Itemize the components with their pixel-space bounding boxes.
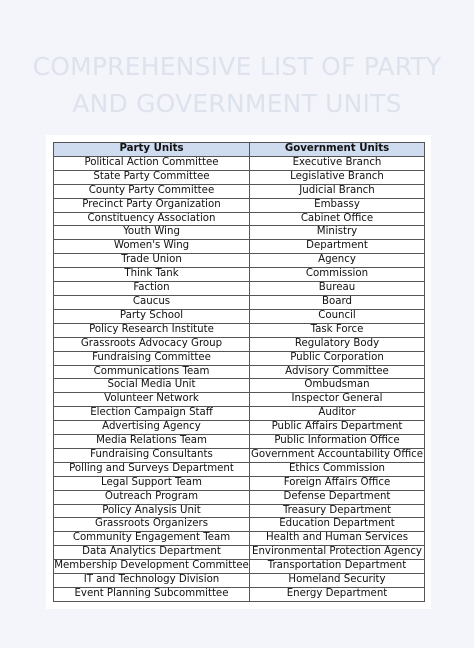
party-unit-cell: Policy Research Institute: [54, 323, 250, 337]
government-unit-cell: Transportation Department: [250, 560, 425, 574]
party-unit-cell: Data Analytics Department: [54, 546, 250, 560]
party-unit-cell: Volunteer Network: [54, 393, 250, 407]
party-unit-cell: Policy Analysis Unit: [54, 504, 250, 518]
table-row: [54, 323, 425, 337]
table-header-row: [54, 143, 425, 157]
table-row: [54, 156, 425, 170]
government-unit-cell: Health and Human Services: [250, 532, 425, 546]
table-row: [54, 574, 425, 588]
government-unit-cell: Regulatory Body: [250, 337, 425, 351]
table-row: [54, 337, 425, 351]
table-row: [54, 295, 425, 309]
government-unit-cell: Foreign Affairs Office: [250, 476, 425, 490]
government-unit-cell: Homeland Security: [250, 574, 425, 588]
party-unit-cell: Outreach Program: [54, 490, 250, 504]
party-unit-cell: Communications Team: [54, 365, 250, 379]
party-unit-cell: Grassroots Advocacy Group: [54, 337, 250, 351]
table-row: [54, 407, 425, 421]
party-unit-cell: Legal Support Team: [54, 476, 250, 490]
table-row: [54, 184, 425, 198]
table-row: [54, 309, 425, 323]
government-unit-cell: Embassy: [250, 198, 425, 212]
government-unit-cell: Public Corporation: [250, 351, 425, 365]
party-unit-cell: Party School: [54, 309, 250, 323]
table-row: [54, 379, 425, 393]
table-row: [54, 198, 425, 212]
table-row: [54, 560, 425, 574]
government-unit-cell: Advisory Committee: [250, 365, 425, 379]
government-unit-cell: Public Information Office: [250, 435, 425, 449]
party-unit-cell: Polling and Surveys Department: [54, 462, 250, 476]
government-unit-cell: Ministry: [250, 226, 425, 240]
government-unit-cell: Education Department: [250, 518, 425, 532]
page-title: [0, 48, 474, 122]
table-row: [54, 351, 425, 365]
party-unit-cell: Political Action Committee: [54, 156, 250, 170]
government-unit-cell: Inspector General: [250, 393, 425, 407]
table-row: [54, 282, 425, 296]
table-row: [54, 588, 425, 602]
table-row: [54, 518, 425, 532]
government-unit-cell: Bureau: [250, 282, 425, 296]
party-unit-cell: Think Tank: [54, 268, 250, 282]
table-row: [54, 546, 425, 560]
party-unit-cell: Youth Wing: [54, 226, 250, 240]
party-unit-cell: Trade Union: [54, 254, 250, 268]
table-row: [54, 254, 425, 268]
government-unit-cell: Government Accountability Office: [250, 448, 425, 462]
government-unit-cell: Commission: [250, 268, 425, 282]
party-unit-cell: Precinct Party Organization: [54, 198, 250, 212]
party-unit-cell: Election Campaign Staff: [54, 407, 250, 421]
party-unit-cell: Grassroots Organizers: [54, 518, 250, 532]
table-row: [54, 421, 425, 435]
government-unit-cell: Defense Department: [250, 490, 425, 504]
government-unit-cell: Ombudsman: [250, 379, 425, 393]
government-unit-cell: Auditor: [250, 407, 425, 421]
table-row: [54, 212, 425, 226]
party-unit-cell: State Party Committee: [54, 170, 250, 184]
party-unit-cell: Membership Development Committee: [54, 560, 250, 574]
government-unit-cell: Environmental Protection Agency: [250, 546, 425, 560]
table-row: [54, 268, 425, 282]
table-row: [54, 365, 425, 379]
table-row: [54, 170, 425, 184]
party-unit-cell: Fundraising Consultants: [54, 448, 250, 462]
party-unit-cell: Media Relations Team: [54, 435, 250, 449]
party-unit-cell: County Party Committee: [54, 184, 250, 198]
table-row: [54, 240, 425, 254]
party-unit-cell: Community Engagement Team: [54, 532, 250, 546]
table-body: [54, 156, 425, 601]
table-row: [54, 476, 425, 490]
party-unit-cell: Advertising Agency: [54, 421, 250, 435]
table-row: [54, 226, 425, 240]
table-row: [54, 462, 425, 476]
government-unit-cell: Treasury Department: [250, 504, 425, 518]
government-unit-cell: Executive Branch: [250, 156, 425, 170]
table-row: [54, 393, 425, 407]
party-unit-cell: Fundraising Committee: [54, 351, 250, 365]
table-row: [54, 448, 425, 462]
table-row: [54, 490, 425, 504]
party-unit-cell: Caucus: [54, 295, 250, 309]
government-unit-cell: Legislative Branch: [250, 170, 425, 184]
table-row: [54, 504, 425, 518]
page-title-line-1: COMPREHENSIVE LIST OF PARTY: [32, 52, 442, 81]
units-table: [53, 142, 425, 602]
government-unit-cell: Judicial Branch: [250, 184, 425, 198]
party-unit-cell: IT and Technology Division: [54, 574, 250, 588]
government-unit-cell: Department: [250, 240, 425, 254]
government-unit-cell: Ethics Commission: [250, 462, 425, 476]
party-unit-cell: Women's Wing: [54, 240, 250, 254]
government-unit-cell: Cabinet Office: [250, 212, 425, 226]
table-row: [54, 532, 425, 546]
government-unit-cell: Board: [250, 295, 425, 309]
party-unit-cell: Constituency Association: [54, 212, 250, 226]
header-party-units: Party Units: [54, 143, 250, 157]
party-unit-cell: Faction: [54, 282, 250, 296]
party-unit-cell: Social Media Unit: [54, 379, 250, 393]
table-row: [54, 435, 425, 449]
government-unit-cell: Task Force: [250, 323, 425, 337]
government-unit-cell: Public Affairs Department: [250, 421, 425, 435]
header-government-units: Government Units: [250, 143, 425, 157]
government-unit-cell: Agency: [250, 254, 425, 268]
government-unit-cell: Energy Department: [250, 588, 425, 602]
party-unit-cell: Event Planning Subcommittee: [54, 588, 250, 602]
government-unit-cell: Council: [250, 309, 425, 323]
page-title-line-2: AND GOVERNMENT UNITS: [72, 89, 402, 118]
